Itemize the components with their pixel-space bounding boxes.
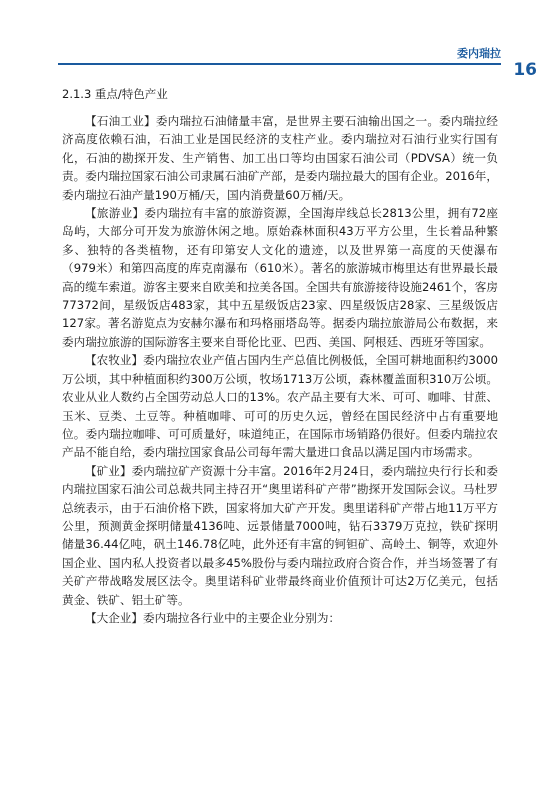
body-content (62, 112, 498, 627)
paragraph-petroleum: 【石油工业】委内瑞拉石油储量丰富，是世界主要石油输出国之一。委内瑞拉经济高度依赖石油，石油工业是国民经济的支柱产业。委内瑞拉对石油行业实行国有化，石油的勘探开发、生产销售、加工出口等均由国家石油公司（PDVSA）统一负责。委内瑞拉国家石油公司隶属石油矿产部，是委内瑞拉最大的国有企业。2016年，委内瑞拉石油产量190万桶/天，国内消费量60万桶/天。 (62, 114, 498, 202)
header-rule (58, 63, 501, 65)
paragraph-mining: 【矿业】委内瑞拉矿产资源十分丰富。2016年2月24日，委内瑞拉央行行长和委内瑞拉国家石油公司总裁共同主持召开“奥里诺科矿产带”勘探开发国际会议。马杜罗总统表示，由于石油价格下跌，国家将加大矿产开发。奥里诺科矿产带占地11万平方公里，预测黄金探明储量4136吨、远景储量7000吨，钻石3379万克拉，铁矿探明储量36.44亿吨，矾土146.78亿吨，此外还有丰富的钶钽矿、高岭土、铜等，欢迎外国企业、国内私人投资者以最多45%股份与委内瑞拉政府合资合作，并当场签署了有关矿产带战略发展区法令。奥里诺科矿业带最终商业价值预计可达2万亿美元，包括黄金、铁矿、铝土矿等。 (62, 463, 498, 607)
section-title: 2.1.3 重点/特色产业 (62, 87, 168, 101)
header-country-title: 委内瑞拉 (457, 47, 501, 60)
paragraph-agriculture: 【农牧业】委内瑞拉农业产值占国内生产总值比例极低，全国可耕地面积约3000万公顷，其中种植面积约300万公顷，牧场1713万公顷，森林覆盖面积310万公顷。农业从业人数约占全国劳动总人口的13%。农产品主要有大米、可可、咖啡、甘蔗、玉米、豆类、土豆等。种植咖啡、可可的历史久远，曾经在国民经济中占有重要地位。委内瑞拉咖啡、可可质量好，味道纯正，在国际市场销路仍很好。但委内瑞拉农产品不能自给，委内瑞拉国家食品公司每年需大量进口食品以满足国内市场需求。 (62, 353, 498, 460)
page-number: 16 (513, 60, 537, 80)
paragraph-enterprises: 【大企业】委内瑞拉各行业中的主要企业分别为： (85, 610, 341, 625)
paragraph-tourism: 【旅游业】委内瑞拉有丰富的旅游资源，全国海岸线总长2813公里，拥有72座岛屿，大部分可开发为旅游休闲之地。原始森林面积43万平方公里，生长着品种繁多、独特的各类植物，还有印第安人文化的遗迹，以及世界第一高度的天使瀑布（979米）和第四高度的库克南瀑布（610米）。著名的旅游城市梅里达有世界最长最高的缆车索道。游客主要来自欧美和拉美各国。全国共有旅游接待设施2461个，客房77372间，星级饭店483家，其中五星级饭店23家、四星级饭店28家、三星级饭店127家。著名游览点为安赫尔瀑布和玛格丽塔岛等。据委内瑞拉旅游局公布数据，来委内瑞拉旅游的国际游客主要来自哥伦比亚、巴西、美国、阿根廷、西班牙等国家。 (62, 206, 498, 349)
